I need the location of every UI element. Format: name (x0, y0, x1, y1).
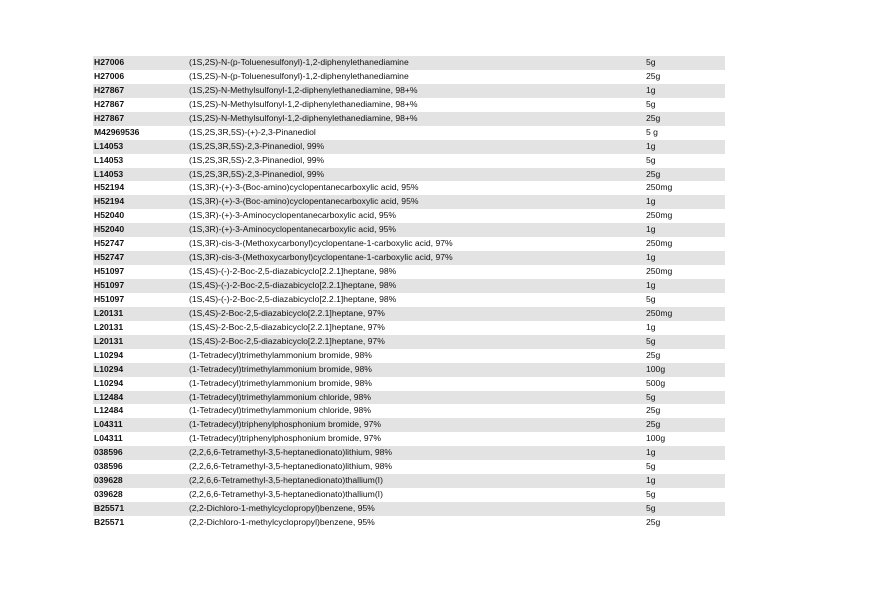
product-code-cell: H51097 (94, 280, 125, 290)
pack-size-cell: 25g (646, 349, 661, 360)
table-row (93, 363, 725, 377)
pack-size-cell: 1g (646, 224, 656, 235)
pack-size-cell: 25g (646, 168, 661, 179)
product-code-cell: L14053 (94, 154, 124, 165)
product-code-cell: M42969536 (94, 126, 140, 137)
pack-size-cell: 1g (646, 475, 656, 486)
product-name-cell: (1S,4S)-2-Boc-2,5-diazabicyclo[2.2.1]heptane, 97% (189, 321, 385, 332)
product-name-cell: (1S,3R)-cis-3-(Methoxycarbonyl)cyclopentane-1-carboxylic acid, 97% (189, 238, 453, 249)
product-code-cell: L10294 (94, 363, 124, 374)
pack-size-cell: 1g (646, 252, 656, 263)
pack-size-cell: 25g (646, 419, 661, 430)
product-name-cell: (1-Tetradecyl)triphenylphosphonium bromide, 97% (189, 433, 382, 444)
product-code-cell: H27006 (94, 70, 125, 81)
product-name-cell: (1S,4S)-2-Boc-2,5-diazabicyclo[2.2.1]heptane, 97% (189, 307, 385, 318)
table-row (93, 223, 725, 237)
product-code-cell: L10294 (94, 349, 124, 360)
table-row (93, 112, 725, 126)
table-row (93, 404, 725, 418)
product-code-cell: L04311 (94, 419, 123, 430)
table-row (93, 307, 725, 321)
table-row (93, 502, 725, 516)
product-code-cell: H52040 (94, 224, 125, 235)
product-code-cell: L14053 (94, 140, 124, 151)
product-name-cell: (1S,2S,3R,5S)-(+)-2,3-Pinanediol (189, 126, 316, 137)
pack-size-cell: 5g (646, 154, 656, 165)
pack-size-cell: 1g (646, 84, 656, 95)
product-code-cell: L20131 (94, 321, 124, 332)
product-name-cell: (1S,4S)-2-Boc-2,5-diazabicyclo[2.2.1]heptane, 97% (189, 335, 385, 346)
pack-size-cell: 250mg (646, 307, 673, 318)
table-row (93, 237, 725, 251)
table-row (93, 321, 725, 335)
product-name-cell: (2,2,6,6-Tetramethyl-3,5-heptanedionato)thallium(I) (189, 489, 383, 500)
product-code-cell: H52040 (94, 210, 125, 221)
table-row (93, 279, 725, 293)
product-code-cell: H52747 (94, 252, 125, 263)
table-row (93, 391, 725, 405)
pack-size-cell: 100g (646, 433, 666, 444)
product-code-cell: B25571 (94, 516, 125, 527)
product-name-cell: (1S,4S)-(-)-2-Boc-2,5-diazabicyclo[2.2.1]heptane, 98% (189, 293, 397, 304)
product-code-cell: L04311 (94, 433, 123, 444)
table-row (93, 446, 725, 460)
pack-size-cell: 25g (646, 112, 661, 123)
product-code-cell: L20131 (94, 335, 124, 346)
product-name-cell: (1S,4S)-(-)-2-Boc-2,5-diazabicyclo[2.2.1]heptane, 98% (189, 266, 397, 277)
product-code-cell: H51097 (94, 266, 125, 277)
product-code-cell: 039628 (94, 489, 123, 500)
pack-size-cell: 5 g (646, 126, 658, 137)
pack-size-cell: 1g (646, 196, 656, 207)
pack-size-cell: 250mg (646, 182, 673, 193)
product-table (93, 56, 725, 530)
pack-size-cell: 25g (646, 516, 661, 527)
pack-size-cell: 250mg (646, 266, 673, 277)
pack-size-cell: 100g (646, 363, 666, 374)
table-row (93, 349, 725, 363)
product-name-cell: (1S,3R)-(+)-3-Aminocyclopentanecarboxylic acid, 95% (189, 210, 397, 221)
product-name-cell: (1S,2S)-N-Methylsulfonyl-1,2-diphenylethanediamine, 98+% (189, 112, 418, 123)
product-name-cell: (1-Tetradecyl)trimethylammonium chloride, 98% (189, 405, 371, 416)
product-code-cell: 039628 (94, 475, 123, 486)
product-name-cell: (1S,2S)-N-Methylsulfonyl-1,2-diphenylethanediamine, 98+% (189, 84, 418, 95)
product-code-cell: H52194 (94, 182, 125, 193)
table-row (93, 265, 725, 279)
product-name-cell: (1S,2S)-N-Methylsulfonyl-1,2-diphenylethanediamine, 98+% (189, 98, 418, 109)
pack-size-cell: 25g (646, 70, 661, 81)
table-row (93, 84, 725, 98)
table-row (93, 460, 725, 474)
product-name-cell: (2,2,6,6-Tetramethyl-3,5-heptanedionato)thallium(I) (189, 475, 383, 486)
pack-size-cell: 5g (646, 489, 656, 500)
pack-size-cell: 5g (646, 461, 656, 472)
product-name-cell: (2,2,6,6-Tetramethyl-3,5-heptanedionato)lithium, 98% (189, 461, 393, 472)
pack-size-cell: 500g (646, 377, 666, 388)
product-code-cell: L12484 (94, 405, 124, 416)
product-code-cell: H27867 (94, 112, 125, 123)
table-row (93, 56, 725, 70)
product-name-cell: (1S,3R)-(+)-3-(Boc-amino)cyclopentanecarboxylic acid, 95% (189, 182, 419, 193)
product-name-cell: (1-Tetradecyl)triphenylphosphonium bromide, 97% (189, 419, 382, 430)
product-name-cell: (1S,2S,3R,5S)-2,3-Pinanediol, 99% (189, 154, 325, 165)
table-row (93, 181, 725, 195)
product-name-cell: (1S,3R)-(+)-3-Aminocyclopentanecarboxylic acid, 95% (189, 224, 397, 235)
product-name-cell: (2,2,6,6-Tetramethyl-3,5-heptanedionato)lithium, 98% (189, 447, 393, 458)
product-code-cell: H27867 (94, 84, 125, 95)
table-row (93, 154, 725, 168)
pack-size-cell: 1g (646, 280, 656, 290)
product-code-cell: L20131 (94, 307, 124, 318)
pack-size-cell: 1g (646, 447, 656, 458)
table-row (93, 251, 725, 265)
product-code-cell: B25571 (94, 503, 125, 513)
product-code-cell: L10294 (94, 377, 124, 388)
product-code-cell: H52747 (94, 238, 125, 249)
product-name-cell: (1S,2S,3R,5S)-2,3-Pinanediol, 99% (189, 168, 325, 179)
table-row (93, 488, 725, 502)
product-code-cell: L14053 (94, 168, 124, 179)
product-code-cell: L12484 (94, 391, 124, 402)
table-row (93, 140, 725, 154)
pack-size-cell: 250mg (646, 238, 673, 249)
product-name-cell: (2,2-Dichloro-1-methylcyclopropyl)benzene, 95% (189, 503, 375, 513)
pack-size-cell: 5g (646, 98, 656, 109)
product-name-cell: (1S,2S)-N-(p-Toluenesulfonyl)-1,2-diphenylethanediamine (189, 57, 409, 67)
pack-size-cell: 5g (646, 503, 656, 513)
product-name-cell: (1-Tetradecyl)trimethylammonium bromide, 98% (189, 363, 372, 374)
product-name-cell: (1S,4S)-(-)-2-Boc-2,5-diazabicyclo[2.2.1]heptane, 98% (189, 280, 397, 290)
table-row (93, 70, 725, 84)
product-name-cell: (1S,2S)-N-(p-Toluenesulfonyl)-1,2-diphenylethanediamine (189, 70, 409, 81)
table-row (93, 209, 725, 223)
product-code-cell: 038596 (94, 447, 123, 458)
product-name-cell: (1S,2S,3R,5S)-2,3-Pinanediol, 99% (189, 140, 325, 151)
table-row (93, 432, 725, 446)
pack-size-cell: 5g (646, 57, 656, 67)
table-row (93, 126, 725, 140)
pack-size-cell: 1g (646, 321, 656, 332)
product-name-cell: (1-Tetradecyl)trimethylammonium bromide, 98% (189, 377, 372, 388)
pack-size-cell: 250mg (646, 210, 673, 221)
pack-size-cell: 5g (646, 293, 656, 304)
pack-size-cell: 5g (646, 335, 656, 346)
table-row (93, 516, 725, 530)
product-name-cell: (1S,3R)-cis-3-(Methoxycarbonyl)cyclopentane-1-carboxylic acid, 97% (189, 252, 453, 263)
table-row (93, 293, 725, 307)
table-row (93, 418, 725, 432)
table-row (93, 195, 725, 209)
table-row (93, 335, 725, 349)
table-row (93, 168, 725, 182)
table-row (93, 98, 725, 112)
pack-size-cell: 5g (646, 391, 656, 402)
pack-size-cell: 1g (646, 140, 656, 151)
pack-size-cell: 25g (646, 405, 661, 416)
table-row (93, 377, 725, 391)
product-name-cell: (1-Tetradecyl)trimethylammonium bromide, 98% (189, 349, 372, 360)
table-row (93, 474, 725, 488)
product-name-cell: (1S,3R)-(+)-3-(Boc-amino)cyclopentanecarboxylic acid, 95% (189, 196, 419, 207)
product-name-cell: (1-Tetradecyl)trimethylammonium chloride, 98% (189, 391, 371, 402)
product-code-cell: H27867 (94, 98, 125, 109)
product-code-cell: H52194 (94, 196, 125, 207)
product-code-cell: H51097 (94, 293, 125, 304)
product-code-cell: H27006 (94, 57, 125, 67)
product-name-cell: (2,2-Dichloro-1-methylcyclopropyl)benzene, 95% (189, 516, 375, 527)
product-code-cell: 038596 (94, 461, 123, 472)
